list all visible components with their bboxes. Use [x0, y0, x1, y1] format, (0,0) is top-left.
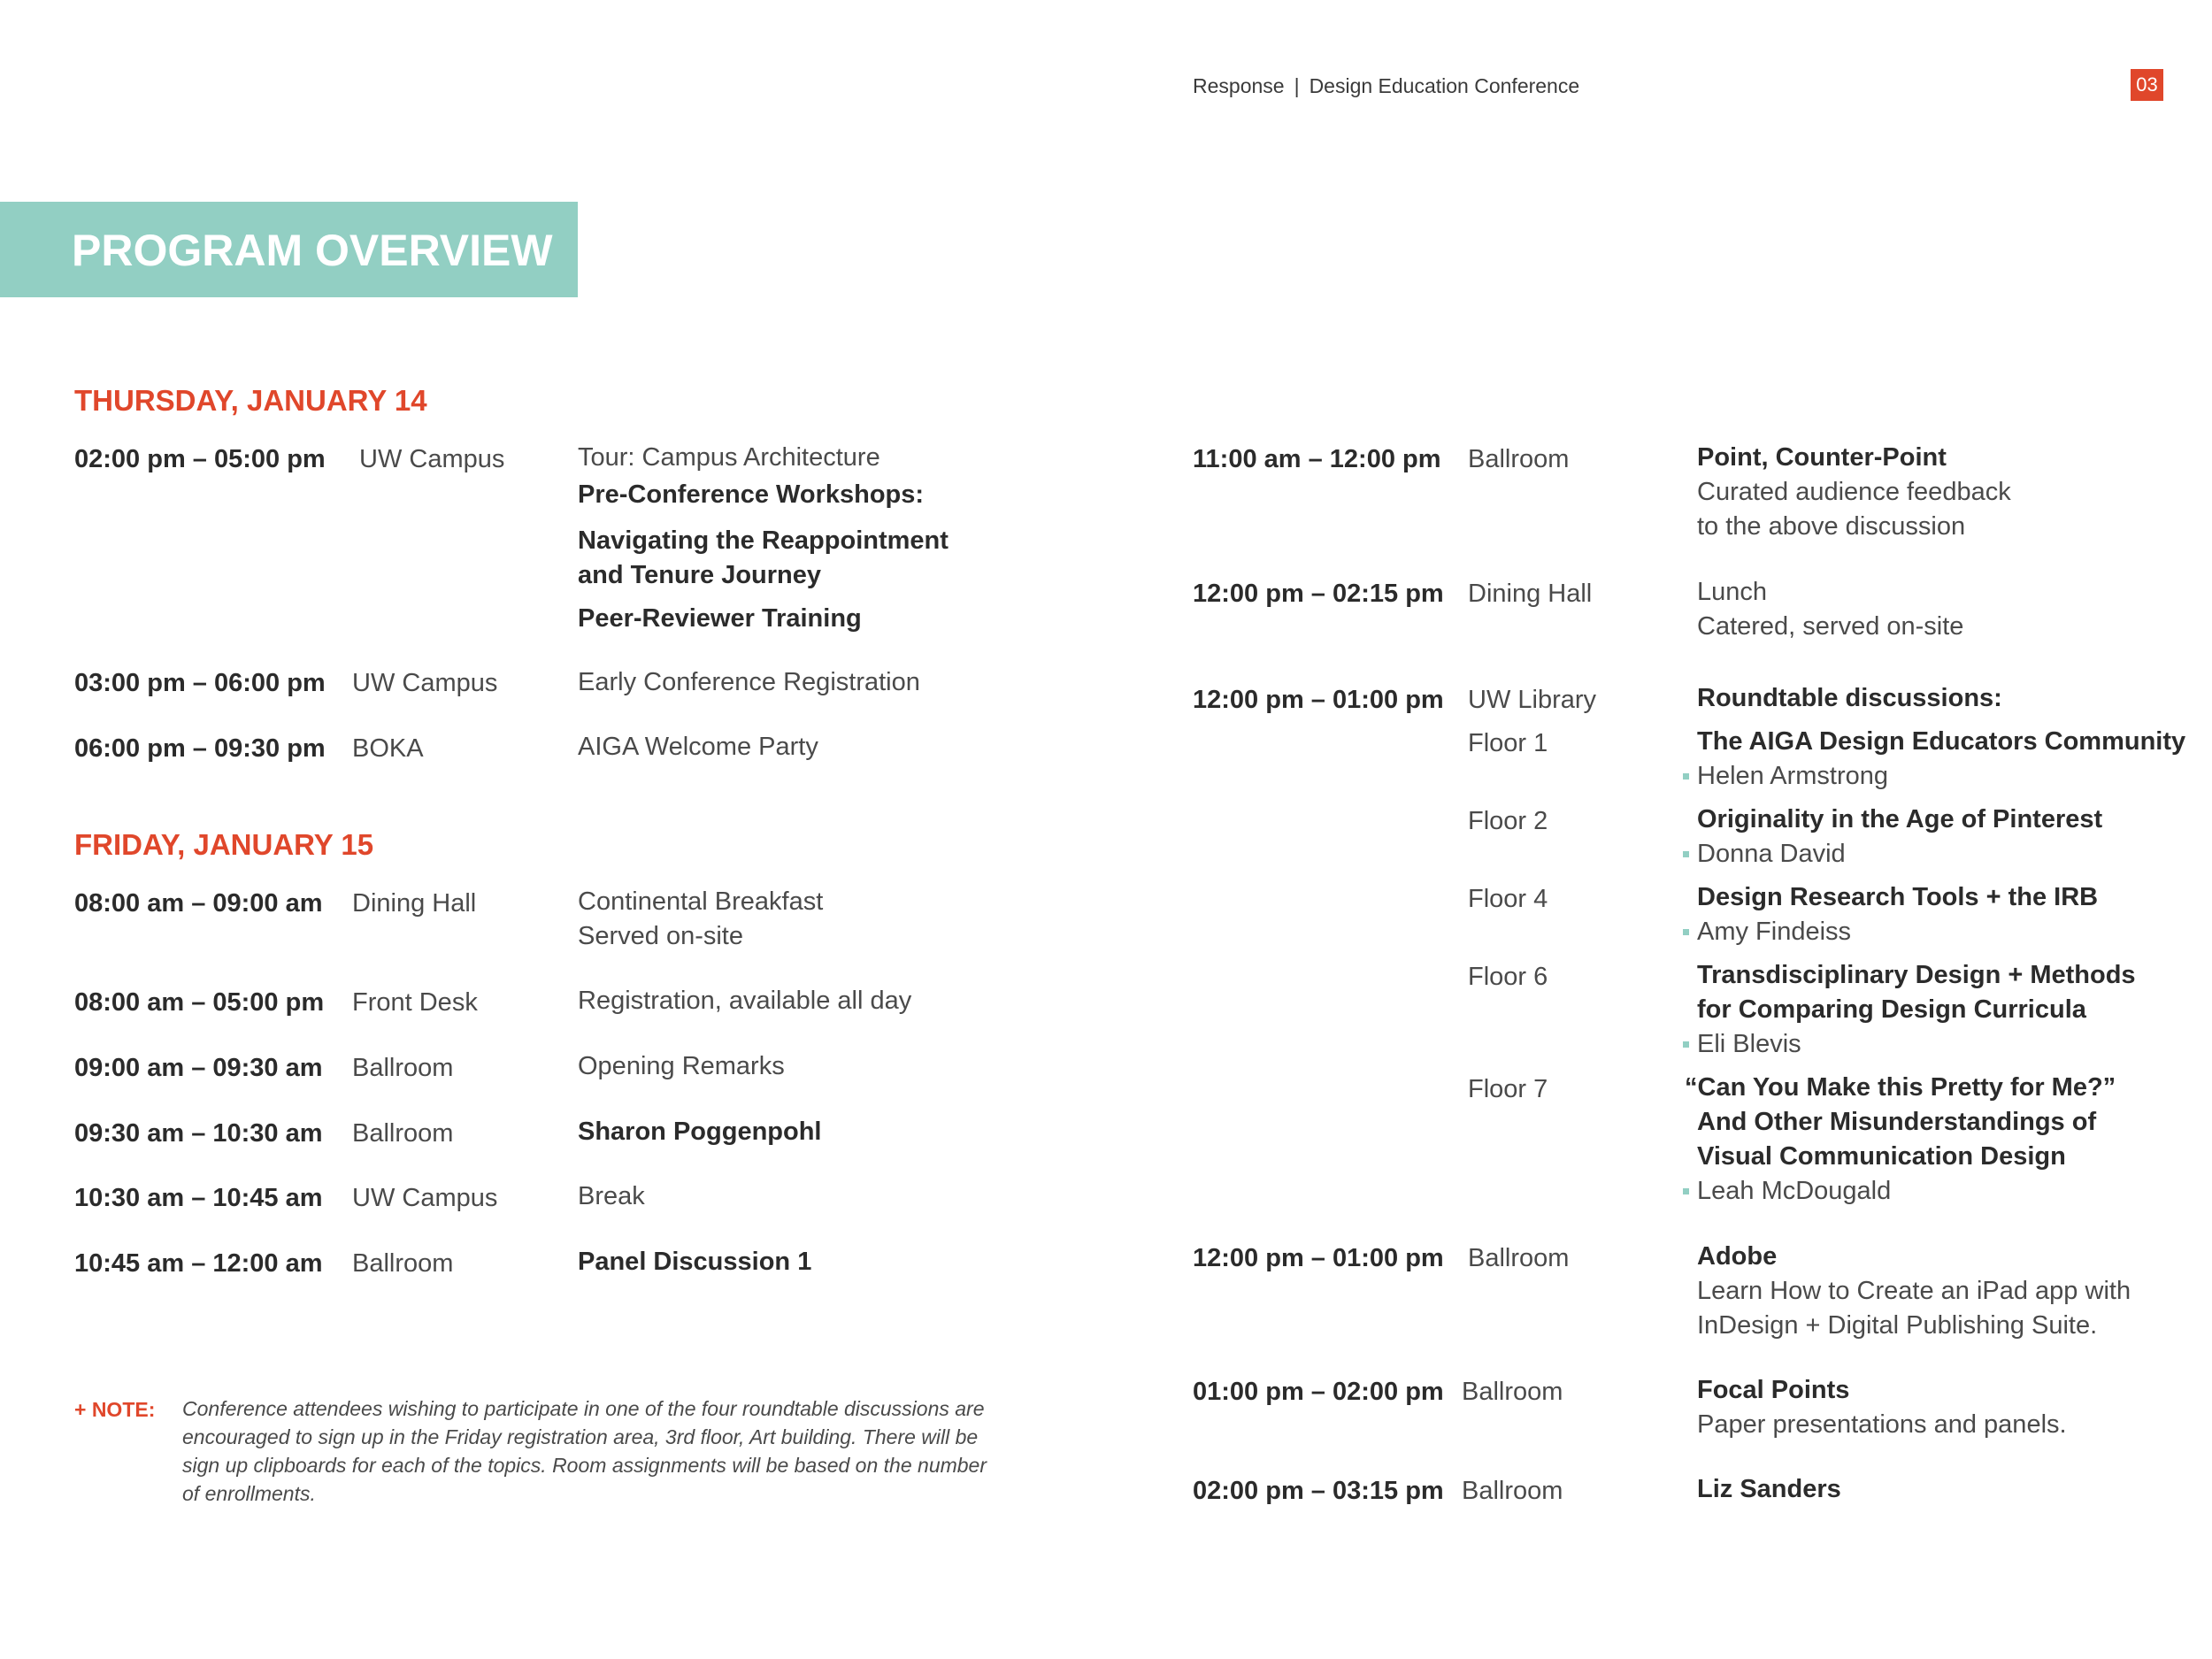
location: BOKA — [352, 734, 424, 763]
floor-label: Floor 2 — [1468, 807, 1548, 835]
location: UW Campus — [352, 1184, 498, 1212]
time-slot: 01:00 pm – 02:00 pm — [1193, 1378, 1444, 1406]
day-heading-thursday: THURSDAY, JANUARY 14 — [74, 384, 427, 417]
event-title: Registration, available all day — [578, 987, 912, 1015]
bullet-icon — [1683, 773, 1689, 780]
event-title: Break — [578, 1182, 645, 1210]
location: Ballroom — [352, 1119, 454, 1148]
event-title: Roundtable discussions: — [1697, 684, 2002, 712]
floor-label: Floor 4 — [1468, 885, 1548, 913]
page-number-badge: 03 — [2131, 69, 2163, 101]
event-detail: InDesign + Digital Publishing Suite. — [1697, 1311, 2098, 1340]
event-heading: Pre-Conference Workshops: — [578, 480, 925, 509]
bullet-icon — [1683, 1041, 1689, 1048]
roundtable-host: Amy Findeiss — [1697, 918, 1852, 946]
publication-name: Response — [1193, 74, 1285, 97]
time-slot: 11:00 am – 12:00 pm — [1193, 445, 1441, 473]
section-banner — [0, 202, 578, 297]
roundtable-title: Visual Communication Design — [1697, 1142, 2066, 1171]
time-slot: 02:00 pm – 05:00 pm — [74, 445, 326, 473]
workshop-title: and Tenure Journey — [578, 561, 822, 589]
roundtable-title: And Other Misunderstandings of — [1697, 1108, 2097, 1136]
roundtable-host: Donna David — [1697, 840, 1846, 868]
event-detail: Paper presentations and panels. — [1697, 1410, 2067, 1439]
time-slot: 02:00 pm – 03:15 pm — [1193, 1477, 1444, 1505]
bullet-icon — [1683, 851, 1689, 857]
event-title: Opening Remarks — [578, 1052, 785, 1080]
event-detail: Served on-site — [578, 922, 743, 950]
bullet-icon — [1683, 1188, 1689, 1194]
event-detail: Learn How to Create an iPad app with — [1697, 1277, 2131, 1305]
time-slot: 12:00 pm – 01:00 pm — [1193, 1244, 1444, 1272]
location: Ballroom — [352, 1249, 454, 1278]
time-slot: 08:00 am – 09:00 am — [74, 889, 323, 918]
note-text: Conference attendees wishing to participate in one of the four roundtable discussions are encouraged to sign up in the Friday registration area, 3rd floor, Art building. There will be sign up clipboards for each of the topics. Room assignments will be based on the number of enrollments. — [182, 1397, 987, 1505]
workshop-title: Peer-Reviewer Training — [578, 604, 862, 633]
location: Ballroom — [1468, 445, 1570, 473]
roundtable-host: Eli Blevis — [1697, 1030, 1801, 1058]
event-title: AIGA Welcome Party — [578, 733, 818, 761]
time-slot: 08:00 am – 05:00 pm — [74, 988, 325, 1017]
event-title: Panel Discussion 1 — [578, 1248, 812, 1276]
time-slot: 09:30 am – 10:30 am — [74, 1119, 323, 1148]
floor-label: Floor 6 — [1468, 963, 1548, 991]
event-title: Tour: Campus Architecture — [578, 443, 880, 472]
location: Ballroom — [1462, 1477, 1563, 1505]
roundtable-title: The AIGA Design Educators Community — [1697, 727, 2186, 756]
event-detail: Catered, served on-site — [1697, 612, 1964, 641]
location: Ballroom — [352, 1054, 454, 1082]
location: UW Campus — [352, 669, 498, 697]
location: UW Campus — [359, 445, 505, 473]
roundtable-host: Helen Armstrong — [1697, 762, 1888, 790]
location: Ballroom — [1468, 1244, 1570, 1272]
time-slot: 03:00 pm – 06:00 pm — [74, 669, 326, 697]
time-slot: 10:30 am – 10:45 am — [74, 1184, 323, 1212]
roundtable-title: “Can You Make this Pretty for Me?” — [1685, 1073, 2116, 1102]
roundtable-title: Originality in the Age of Pinterest — [1697, 805, 2103, 833]
workshop-title: Navigating the Reappointment — [578, 526, 949, 555]
bullet-icon — [1683, 929, 1689, 935]
day-heading-friday: FRIDAY, JANUARY 15 — [74, 828, 374, 861]
floor-label: Floor 1 — [1468, 729, 1548, 757]
floor-label: Floor 7 — [1468, 1075, 1548, 1103]
roundtable-title: Transdisciplinary Design + Methods — [1697, 961, 2136, 989]
page-title: PROGRAM OVERVIEW — [72, 226, 553, 275]
time-slot: 12:00 pm – 01:00 pm — [1193, 686, 1444, 714]
roundtable-host: Leah McDougald — [1697, 1177, 1892, 1205]
speaker-name: Liz Sanders — [1697, 1475, 1841, 1503]
event-title: Early Conference Registration — [578, 668, 920, 696]
speaker-name: Sharon Poggenpohl — [578, 1118, 822, 1146]
event-title: Adobe — [1697, 1242, 1778, 1271]
time-slot: 09:00 am – 09:30 am — [74, 1054, 323, 1082]
location: Dining Hall — [1468, 580, 1593, 608]
header-breadcrumb — [1193, 74, 1579, 98]
event-title: Lunch — [1697, 578, 1768, 606]
time-slot: 10:45 am – 12:00 am — [74, 1249, 323, 1278]
roundtable-title: Design Research Tools + the IRB — [1697, 883, 2099, 911]
section-name: Design Education Conference — [1309, 74, 1580, 97]
event-detail: Curated audience feedback — [1697, 478, 2011, 506]
event-title: Point, Counter-Point — [1697, 443, 1947, 472]
time-slot: 12:00 pm – 02:15 pm — [1193, 580, 1444, 608]
location: Ballroom — [1462, 1378, 1563, 1406]
roundtable-title: for Comparing Design Curricula — [1697, 995, 2086, 1024]
event-detail: to the above discussion — [1697, 512, 1966, 541]
note-label: + NOTE: — [74, 1398, 156, 1421]
location: Dining Hall — [352, 889, 477, 918]
location: UW Library — [1468, 686, 1597, 714]
location: Front Desk — [352, 988, 478, 1017]
time-slot: 06:00 pm – 09:30 pm — [74, 734, 326, 763]
event-title: Continental Breakfast — [578, 887, 824, 916]
event-title: Focal Points — [1697, 1376, 1850, 1404]
breadcrumb-separator: | — [1294, 74, 1300, 97]
